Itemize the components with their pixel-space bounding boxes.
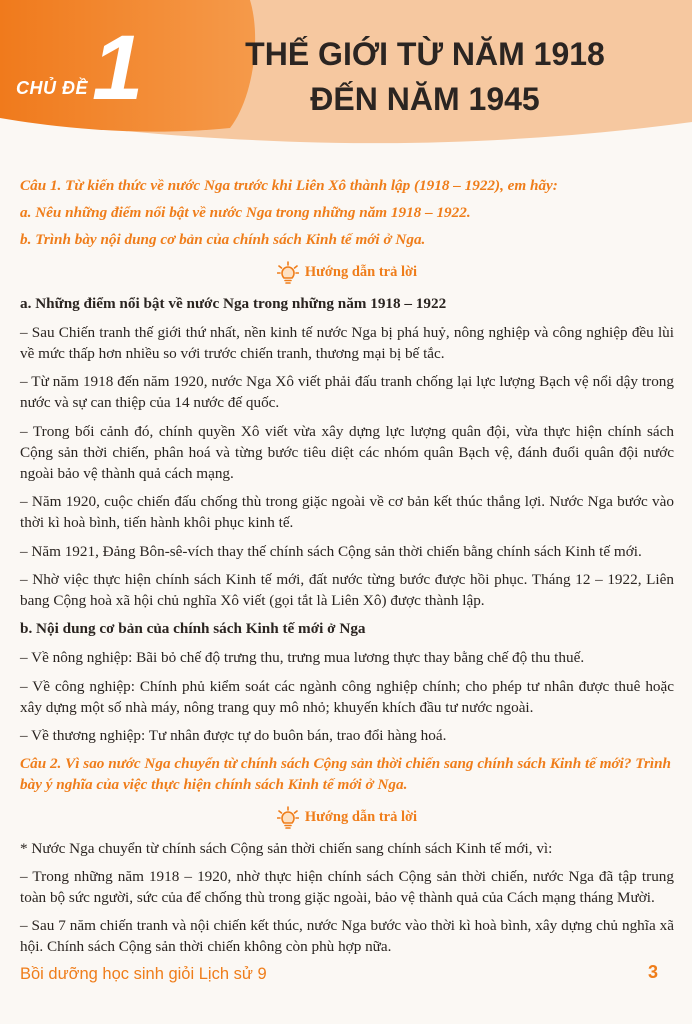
question-1-line: Câu 1. Từ kiến thức về nước Nga trước khi Liên Xô thành lập (1918 – 1922), em hãy: bbox=[20, 177, 558, 194]
paragraph: – Sau 7 năm chiến tranh và nội chiến kết thúc, nước Nga bước vào thời kì hoà bình, xây dựng chủ nghĩa xã hội. Chính sách Cộng sản thời chiến không còn phù hợp nữa. bbox=[20, 917, 674, 956]
answer-guide-heading bbox=[20, 806, 674, 830]
paragraph: – Về công nghiệp: Chính phủ kiểm soát các ngành công nghiệp chính; cho phép tư nhân được thuê hoặc xây dựng một số nhà máy, nông trang quy mô nhỏ; khuyến khích đầu tư nước ngoài. bbox=[20, 677, 674, 716]
section-b-title: b. Nội dung cơ bản của chính sách Kinh tế mới ở Nga bbox=[20, 620, 366, 638]
paragraph: – Sau Chiến tranh thế giới thứ nhất, nền kinh tế nước Nga bị phá huỷ, nông nghiệp và công nghiệp đều lùi về mức thấp hơn nhiều so với trước chiến tranh, thương mại bị bế tắc. bbox=[20, 323, 674, 363]
page-number: 3 bbox=[648, 962, 659, 982]
paragraph: – Năm 1921, Đảng Bôn-sê-vích thay thế chính sách Cộng sản thời chiến bằng chính sách Kinh tế mới. bbox=[20, 542, 642, 560]
paragraph: – Năm 1920, cuộc chiến đấu chống thù trong giặc ngoài về cơ bản kết thúc thắng lợi. Nước Nga bước vào thời kì hoà bình, tiến hành khôi phục kinh tế. bbox=[20, 493, 674, 532]
book-title: Bồi dưỡng học sinh giỏi Lịch sử 9 bbox=[20, 965, 267, 983]
question-2 bbox=[20, 753, 674, 795]
paragraph: – Trong bối cảnh đó, chính quyền Xô viết vừa xây dựng lực lượng quân đội, vừa thực hiện chính sách Cộng sản thời chiến, phân hoá và từng bước tiêu diệt các nhóm quân Bạch vệ, đánh đuổi quân đội nước ngoài bảo vệ thành quả cách mạng. bbox=[20, 422, 674, 483]
chapter-label: CHỦ ĐỀ bbox=[16, 78, 89, 98]
chapter-title-line2: ĐẾN NĂM 1945 bbox=[310, 81, 540, 117]
paragraph: – Trong những năm 1918 – 1920, nhờ thực hiện chính sách Cộng sản thời chiến, nước Nga đã tập trung toàn bộ sức người, sức của để chống thù trong giặc ngoài, bảo vệ thành quả của Cách mạng tháng Mười. bbox=[20, 867, 674, 907]
question-2-text: Câu 2. Vì sao nước Nga chuyển từ chính sách Cộng sản thời chiến sang chính sách Kinh tế mới? Trình bày ý nghĩa của việc thực hiện chính sách Kinh tế mới ở Nga. bbox=[20, 755, 672, 794]
section-a-title: a. Những điểm nổi bật về nước Nga trong những năm 1918 – 1922 bbox=[20, 294, 447, 312]
paragraph: * Nước Nga chuyển từ chính sách Cộng sản thời chiến sang chính sách Kinh tế mới, vì: bbox=[20, 839, 553, 857]
paragraph: – Về nông nghiệp: Bãi bỏ chế độ trưng thu, trưng mua lương thực thay bằng chế độ thu thuế. bbox=[20, 649, 585, 667]
answer-guide-heading bbox=[20, 261, 674, 285]
lightbulb-icon bbox=[277, 806, 299, 830]
chapter-title-line1: THẾ GIỚI TỪ NĂM 1918 bbox=[245, 36, 605, 72]
paragraph: – Từ năm 1918 đến năm 1920, nước Nga Xô viết phải đấu tranh chống lại lực lượng Bạch vệ nổi dậy trong nước và sự can thiệp của 14 nước đế quốc. bbox=[20, 373, 674, 412]
question-1-line: a. Nêu những điểm nổi bật về nước Nga trong những năm 1918 – 1922. bbox=[20, 204, 471, 222]
paragraph: – Nhờ việc thực hiện chính sách Kinh tế mới, đất nước từng bước được hồi phục. Tháng 12 – 1922, Liên bang Cộng hoà xã hội chủ nghĩa Xô viết (gọi tắt là Liên Xô) được thành lập. bbox=[20, 570, 674, 610]
page-content bbox=[20, 175, 674, 965]
chapter-title bbox=[210, 32, 640, 122]
chapter-header bbox=[0, 0, 692, 150]
chapter-number: 1 bbox=[92, 17, 144, 119]
answer-guide-label: Hướng dẫn trả lời bbox=[304, 264, 418, 280]
question-1 bbox=[20, 175, 674, 251]
paragraph: – Về thương nghiệp: Tư nhân được tự do buôn bán, trao đổi hàng hoá. bbox=[20, 727, 447, 745]
lightbulb-icon bbox=[277, 261, 299, 285]
question-1-line: b. Trình bày nội dung cơ bản của chính sách Kinh tế mới ở Nga. bbox=[20, 231, 426, 249]
answer-guide-label: Hướng dẫn trả lời bbox=[304, 809, 418, 826]
